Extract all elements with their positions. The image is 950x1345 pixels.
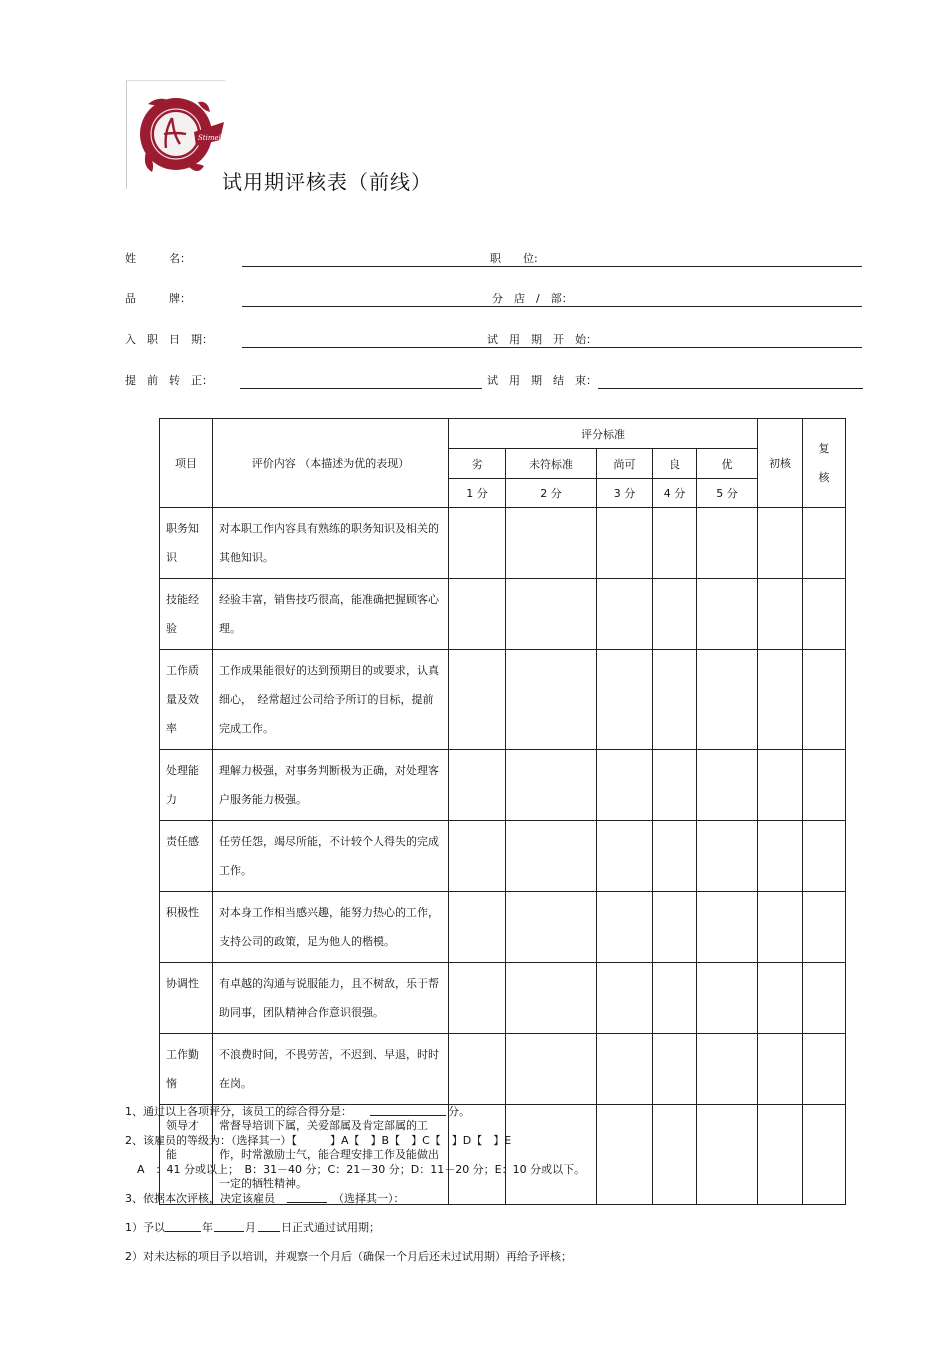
second-review-cell[interactable]: [803, 821, 846, 892]
score-cell[interactable]: [506, 1105, 597, 1205]
score-label: 1 分: [449, 479, 506, 508]
score-label: 5 分: [697, 479, 758, 508]
early-regular-field[interactable]: [240, 388, 482, 389]
trial-start-label: 试 用 期 开 始：: [487, 333, 597, 346]
pass-option-prefix: 1）予以: [125, 1221, 165, 1234]
svg-text:Stimel: Stimel: [198, 134, 221, 142]
header-standard: 评分标准: [449, 419, 758, 449]
score-cell[interactable]: [506, 508, 597, 579]
criterion-name: 责任感: [160, 821, 213, 892]
score-cell[interactable]: [506, 650, 597, 750]
score-cell[interactable]: [597, 650, 653, 750]
score-cell[interactable]: [449, 1105, 506, 1205]
score-cell[interactable]: [449, 963, 506, 1034]
score-cell[interactable]: [653, 650, 697, 750]
branch-field[interactable]: [482, 306, 862, 307]
table-row: [160, 508, 846, 579]
table-row: [160, 579, 846, 650]
level-label: 良: [653, 449, 697, 479]
trial-start-field[interactable]: [482, 347, 862, 348]
criterion-description: 不浪费时间，不畏劳苦，不迟到、早退，时时在岗。: [213, 1034, 449, 1105]
first-review-cell[interactable]: [758, 650, 803, 750]
score-cell[interactable]: [597, 963, 653, 1034]
score-cell[interactable]: [697, 963, 758, 1034]
first-review-cell[interactable]: [758, 508, 803, 579]
level-label: 优: [697, 449, 758, 479]
total-score-unit: 分。: [448, 1105, 470, 1118]
table-row: [160, 650, 846, 750]
header-second-review-1: 复: [818, 442, 830, 455]
score-cell[interactable]: [697, 579, 758, 650]
score-cell[interactable]: [597, 892, 653, 963]
criterion-name: 处理能力: [160, 750, 213, 821]
join-date-label: 入 职 日 期：: [125, 333, 213, 346]
page-title: 试用期评核表（前线）: [222, 170, 432, 194]
score-cell[interactable]: [697, 1034, 758, 1105]
wax-seal-icon: [140, 98, 224, 172]
second-review-cell[interactable]: [803, 1034, 846, 1105]
table-header-row: [160, 419, 846, 449]
second-review-cell[interactable]: [803, 750, 846, 821]
score-cell[interactable]: [449, 650, 506, 750]
first-review-cell[interactable]: [758, 821, 803, 892]
year-label: 年: [202, 1221, 213, 1234]
score-cell[interactable]: [697, 1105, 758, 1205]
score-cell[interactable]: [506, 892, 597, 963]
score-cell[interactable]: [697, 750, 758, 821]
first-review-cell[interactable]: [758, 1034, 803, 1105]
total-score-field[interactable]: [370, 1115, 446, 1116]
criterion-description: 理解力极强，对事务判断极为正确，对处理客户服务能力极强。: [213, 750, 449, 821]
training-option: 2）对未达标的项目予以培训，并观察一个月后（确保一个月后还未过试用期）再给予评核；: [125, 1250, 572, 1263]
score-cell[interactable]: [506, 963, 597, 1034]
header-second-review: [803, 419, 846, 508]
header-first-review: 初核: [758, 419, 803, 508]
score-cell[interactable]: [449, 508, 506, 579]
first-review-cell[interactable]: [758, 750, 803, 821]
level-label: 未符标准: [506, 449, 597, 479]
criterion-name: 工作勤惰: [160, 1034, 213, 1105]
position-label: 职 位:: [490, 252, 538, 265]
score-cell[interactable]: [506, 750, 597, 821]
trial-end-label: 试 用 期 结 束：: [487, 374, 597, 387]
criterion-description: 有卓越的沟通与说服能力，且不树敌，乐于帮助同事，团队精神合作意识很强。: [213, 963, 449, 1034]
grade-criteria: A ：41 分或以上； B：31－40 分；C：21－30 分；D：11－20 分；E：10 分或以下。: [137, 1163, 586, 1176]
score-cell[interactable]: [597, 821, 653, 892]
score-cell[interactable]: [449, 892, 506, 963]
grade-line: 2、该雇员的等级为：（选择其一）【 】A【 】B【 】C【 】D【 】E: [125, 1134, 512, 1147]
score-cell[interactable]: [653, 750, 697, 821]
level-label: 劣: [449, 449, 506, 479]
decision-field[interactable]: [287, 1202, 327, 1203]
first-review-cell[interactable]: [758, 963, 803, 1034]
early-regular-label: 提 前 转 正：: [125, 374, 213, 387]
score-cell[interactable]: [597, 750, 653, 821]
pass-day-field[interactable]: [258, 1231, 280, 1232]
score-cell[interactable]: [697, 821, 758, 892]
position-field[interactable]: [482, 266, 862, 267]
score-cell[interactable]: [597, 508, 653, 579]
name-label: 姓 名：: [125, 252, 191, 265]
criterion-description: 常督导培训下属，关爱部属及肯定部属的工作，时常激励士气，能合理安排工作及能做出一定的牺牲精神。: [213, 1105, 449, 1205]
score-cell[interactable]: [653, 1105, 697, 1205]
table-row: [160, 963, 846, 1034]
decision-label: 3、依据本次评核，决定该雇员: [125, 1192, 275, 1205]
second-review-cell[interactable]: [803, 508, 846, 579]
criterion-name: 积极性: [160, 892, 213, 963]
score-cell[interactable]: [449, 750, 506, 821]
total-score-text: [125, 1103, 352, 1119]
score-cell[interactable]: [597, 1034, 653, 1105]
score-cell[interactable]: [653, 963, 697, 1034]
month-label: 月: [245, 1221, 256, 1234]
criterion-name: 技能经验: [160, 579, 213, 650]
company-logo: [128, 82, 228, 186]
score-cell[interactable]: [653, 892, 697, 963]
criterion-name: 领导才能: [160, 1105, 213, 1205]
header-content: 评价内容 （本描述为优的表现）: [213, 419, 449, 508]
brand-field[interactable]: [242, 306, 482, 307]
branch-label: 分 店 / 部：: [492, 292, 573, 305]
decision-suffix: （选择其一）：: [333, 1192, 405, 1205]
table-row: [160, 1034, 846, 1105]
pass-option-suffix: 日正式通过试用期；: [281, 1221, 380, 1234]
brand-label: 品 牌：: [125, 292, 191, 305]
score-cell[interactable]: [697, 650, 758, 750]
header-item: 项目: [160, 419, 213, 508]
second-review-cell[interactable]: [803, 650, 846, 750]
score-label: 4 分: [653, 479, 697, 508]
header-second-review-2: 核: [818, 471, 830, 484]
second-review-cell[interactable]: [803, 1105, 846, 1205]
criterion-name: 工作质量及效率: [160, 650, 213, 750]
score-cell[interactable]: [653, 821, 697, 892]
second-review-cell[interactable]: [803, 892, 846, 963]
score-cell[interactable]: [506, 821, 597, 892]
first-review-cell[interactable]: [758, 1105, 803, 1205]
score-cell[interactable]: [449, 821, 506, 892]
criterion-name: 协调性: [160, 963, 213, 1034]
score-cell[interactable]: [506, 1034, 597, 1105]
score-cell[interactable]: [449, 579, 506, 650]
criterion-description: 对本职工作内容具有熟练的职务知识及相关的其他知识。: [213, 508, 449, 579]
first-review-cell[interactable]: [758, 579, 803, 650]
score-cell[interactable]: [449, 1034, 506, 1105]
score-label: 3 分: [597, 479, 653, 508]
score-cell[interactable]: [597, 1105, 653, 1205]
join-date-field[interactable]: [242, 347, 482, 348]
second-review-cell[interactable]: [803, 579, 846, 650]
score-cell[interactable]: [597, 579, 653, 650]
table-row: [160, 750, 846, 821]
score-cell[interactable]: [653, 579, 697, 650]
score-cell[interactable]: [506, 579, 597, 650]
table-body: [160, 508, 846, 1205]
pass-month-field[interactable]: [214, 1231, 244, 1232]
table-row: [160, 821, 846, 892]
second-review-cell[interactable]: [803, 963, 846, 1034]
table-row: [160, 892, 846, 963]
pass-year-field[interactable]: [165, 1231, 201, 1232]
evaluation-table: [159, 418, 846, 1205]
criterion-name: 职务知识: [160, 508, 213, 579]
trial-end-field[interactable]: [598, 388, 863, 389]
total-score-label: 1、通过以上各项评分，该员工的综合得分是：: [125, 1105, 352, 1118]
score-label: 2 分: [506, 479, 597, 508]
criterion-description: 任劳任怨，竭尽所能，不计较个人得失的完成工作。: [213, 821, 449, 892]
score-cell[interactable]: [697, 892, 758, 963]
level-label: 尚可: [597, 449, 653, 479]
score-cell[interactable]: [653, 1034, 697, 1105]
name-field[interactable]: [242, 266, 482, 267]
score-cell[interactable]: [653, 508, 697, 579]
score-cell[interactable]: [697, 508, 758, 579]
criterion-description: 对本身工作相当感兴趣，能努力热心的工作，支持公司的政策，足为他人的楷模。: [213, 892, 449, 963]
criterion-description: 经验丰富，销售技巧很高，能准确把握顾客心理。: [213, 579, 449, 650]
criterion-description: 工作成果能很好的达到预期目的或要求，认真细心， 经常超过公司给予所订的目标，提前完成工作。: [213, 650, 449, 750]
first-review-cell[interactable]: [758, 892, 803, 963]
